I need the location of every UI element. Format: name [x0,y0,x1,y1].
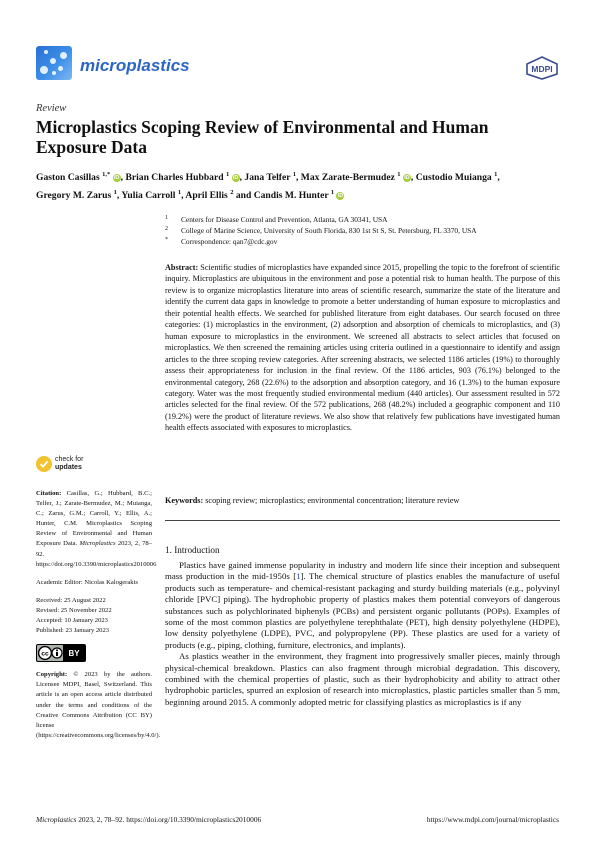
cc-by-license-icon[interactable] [36,644,86,662]
check-updates-label: check for updates [55,456,84,471]
mdpi-logo-icon[interactable] [525,56,559,80]
sidebar [36,455,161,749]
orcid-icon[interactable]: iD [232,175,239,182]
svg-text:BY: BY [68,649,80,659]
date-revised: Revised: 25 November 2022 [36,606,112,614]
author[interactable]: Custodio Muianga $^1$ [415,171,498,184]
svg-text:MDPI: MDPI [531,64,553,74]
footer-doi[interactable]: 2023, 2, 78–92. https://doi.org/10.3390/microplastics2010006 [78,815,262,824]
check-for-updates-button[interactable] [36,455,152,481]
copyright-block: Copyright: © 2023 by the authors. Licensee MDPI, Basel, Switzerland. This article is an open access article distributed under the terms and conditions of the Creative Commons Attribution (CC BY) license (https://creativecommons.org/licenses/by/4.0/). [36,671,161,739]
affiliation: 1 Centers for Disease Control and Prevention, Atlanta, GA 30341, USA [165,215,388,224]
divider [165,520,560,521]
academic-editor: Academic Editor: Nicolas Kalogerakis [36,578,138,586]
author[interactable]: Gaston Casillas $^{1,*}$ [36,171,111,184]
citation-block: Citation: Casillas, G.; Hubbard, B.C.; Telfer, J.; Zarate-Bermudez, M.; Muianga, C.; Zarus, G.M.; Carroll, Y.; Ellis, A.; Hunter, C.M. Microplastics Scoping Review of Environmental and Human Exposure Data. Microplastics 2023, 2, 78–92. https://doi.org/10.3390/microplastics2010006 [36,490,157,568]
affiliation: 2 College of Marine Science, University of South Florida, 830 1st St S, St. Petersburg, FL 3370, USA [165,226,477,235]
footer-citation: Microplastics 2023, 2, 78–92. https://doi.org/10.3390/microplastics2010006 [36,815,262,824]
author[interactable]: Candis M. Hunter $^1$ [253,189,335,202]
citation-doi[interactable]: 2023, 2, 78–92. https://doi.org/10.3390/microplastics2010006 [36,540,157,568]
author[interactable]: Yulia Carroll $^1$ [121,189,182,202]
paragraph: Plastics have gained immense popularity in industry and modern life since their inception and subsequent mass production in the mid-1950s [1]. The chemical structure of plastics enables the manufacture of useful products such as temperature- and chemical-resistant packaging and sturdy building materials (e.g., polyvinyl chloride [PVC] piping). The hydrophobic property of plastics makes them potential conveyors of dangerous substances such as polychlorinated biphenyls (PCBs) and persistent organic pollutants (POPs). Examples of some of the most common plastics are polyethylene terephthalate (PET), high density polyethylene (HDPE), low density polyethylene (LDPE), PVC, and polypropylene (PP). These plastics are used for a variety of products (e.g., piping, clothing, furniture, electronics, and implants). [165,560,560,650]
date-published: Published: 23 January 2023 [36,627,110,635]
svg-text:cc: cc [41,650,49,658]
author[interactable]: Brian Charles Hubbard $^1$ [125,171,230,184]
abstract-text: Scientific studies of microplastics have expanded since 2015, propelling the topic to the forefront of scientific inquiry. Microplastics are ubiquitous in the environment and pose a potential risk to human health. The purpose of this review is to organize microplastics literature into areas of scientific research, summarize the state of the literature and identify the current data gaps in knowledge to promote a better understanding of human exposure to microplastics and their potential health effects. We searched for published literature from eight databases. Our search focused on three categories: (1) microplastics in the environment, (2) adsorption and absorption of chemicals to microplastics, and (3) human exposure to microplastics in the environment. We screened all abstracts to select articles that focused on microplastics. We then screened the remaining articles using criteria outlined in a questionnaire to identify and assign articles to the three scoping review categories. After screening abstracts, we selected 1186 articles (19%) to thoroughly assess their appropriateness for inclusion in the final review. Of the 1186 articles, 903 (76.1%) belonged to the environmental category, 268 (22.6%) to the adsorption and absorption category, and 16 (1.3%) to the human exposure category. Water was the most frequently studied environmental medium (440 articles). Our assessment resulted in 572 articles selected for the final review. Of the 572 publications, 268 (48.2%) included a geographic component and 110 (19.2%) were the product of literature reviews. We also show that relatively few publications have investigated human health effects associated with exposures to microplastics. [165,263,560,433]
footer-journal-url[interactable]: https://www.mdpi.com/journal/microplastics [426,815,559,824]
check-updates-icon [36,456,52,472]
citation-link[interactable]: 1 [296,571,301,582]
page-header [36,44,559,84]
journal-name[interactable]: microplastics [80,56,190,75]
date-received: Received: 25 August 2022 [36,596,106,604]
author[interactable]: Jana Telfer $^1$ [244,171,296,184]
keywords-label: Keywords: [165,496,204,505]
author[interactable]: Max Zarate-Bermudez $^1$ [300,171,401,184]
body-text [165,560,560,708]
orcid-icon[interactable]: iD [404,175,410,182]
author[interactable]: Gregory M. Zarus $^1$ [36,189,117,202]
affiliations [165,214,565,247]
date-accepted: Accepted: 10 January 2023 [36,617,108,625]
orcid-icon[interactable]: iD [337,193,344,200]
keywords [165,495,560,506]
author[interactable]: April Ellis $^2$ [185,189,234,202]
keywords-text: scoping review; microplastics; environmental concentration; literature review [205,496,460,505]
journal-cover-icon [36,46,72,80]
orcid-icon[interactable]: iD [113,175,120,182]
article-type: Review [36,103,67,114]
abstract [165,262,560,434]
abstract-label: Abstract: [165,263,199,272]
correspondence: * Correspondence: qan7@cdc.gov [165,237,278,246]
author-list: Gaston Casillas $^{1,*}$ iD, Brian Charles Hubbard $^1$ iD, Jana Telfer $^1$, Max Zarate-Bermudez $^1$ iD, Custodio Muianga $^1$, Gregory M. Zarus $^1$, Yulia Carroll $^1$, April Ellis $^2$ and Candis M. Hunter $^1$ iD [36,171,500,202]
paragraph: As plastics weather in the environment, they fragment into progressively smaller pieces, mainly through physical-chemical breakdown. Plastics can also fragment through microbial degradation. This discovery, combined with the chemical properties of plastic, such as their hydrophobicity and ability to attract other hydrophobic particles, spurred an explosion of research into microplastics, plastic particles smaller than 5 mm, beginning around 2015. A commonly adopted metric for classifying plastics as microplastics is if any [165,651,560,707]
section-heading: 1. Introduction [165,545,220,555]
article-title: Microplastics Scoping Review of Environmental and Human Exposure Data [36,117,489,157]
dates-block [36,596,152,636]
